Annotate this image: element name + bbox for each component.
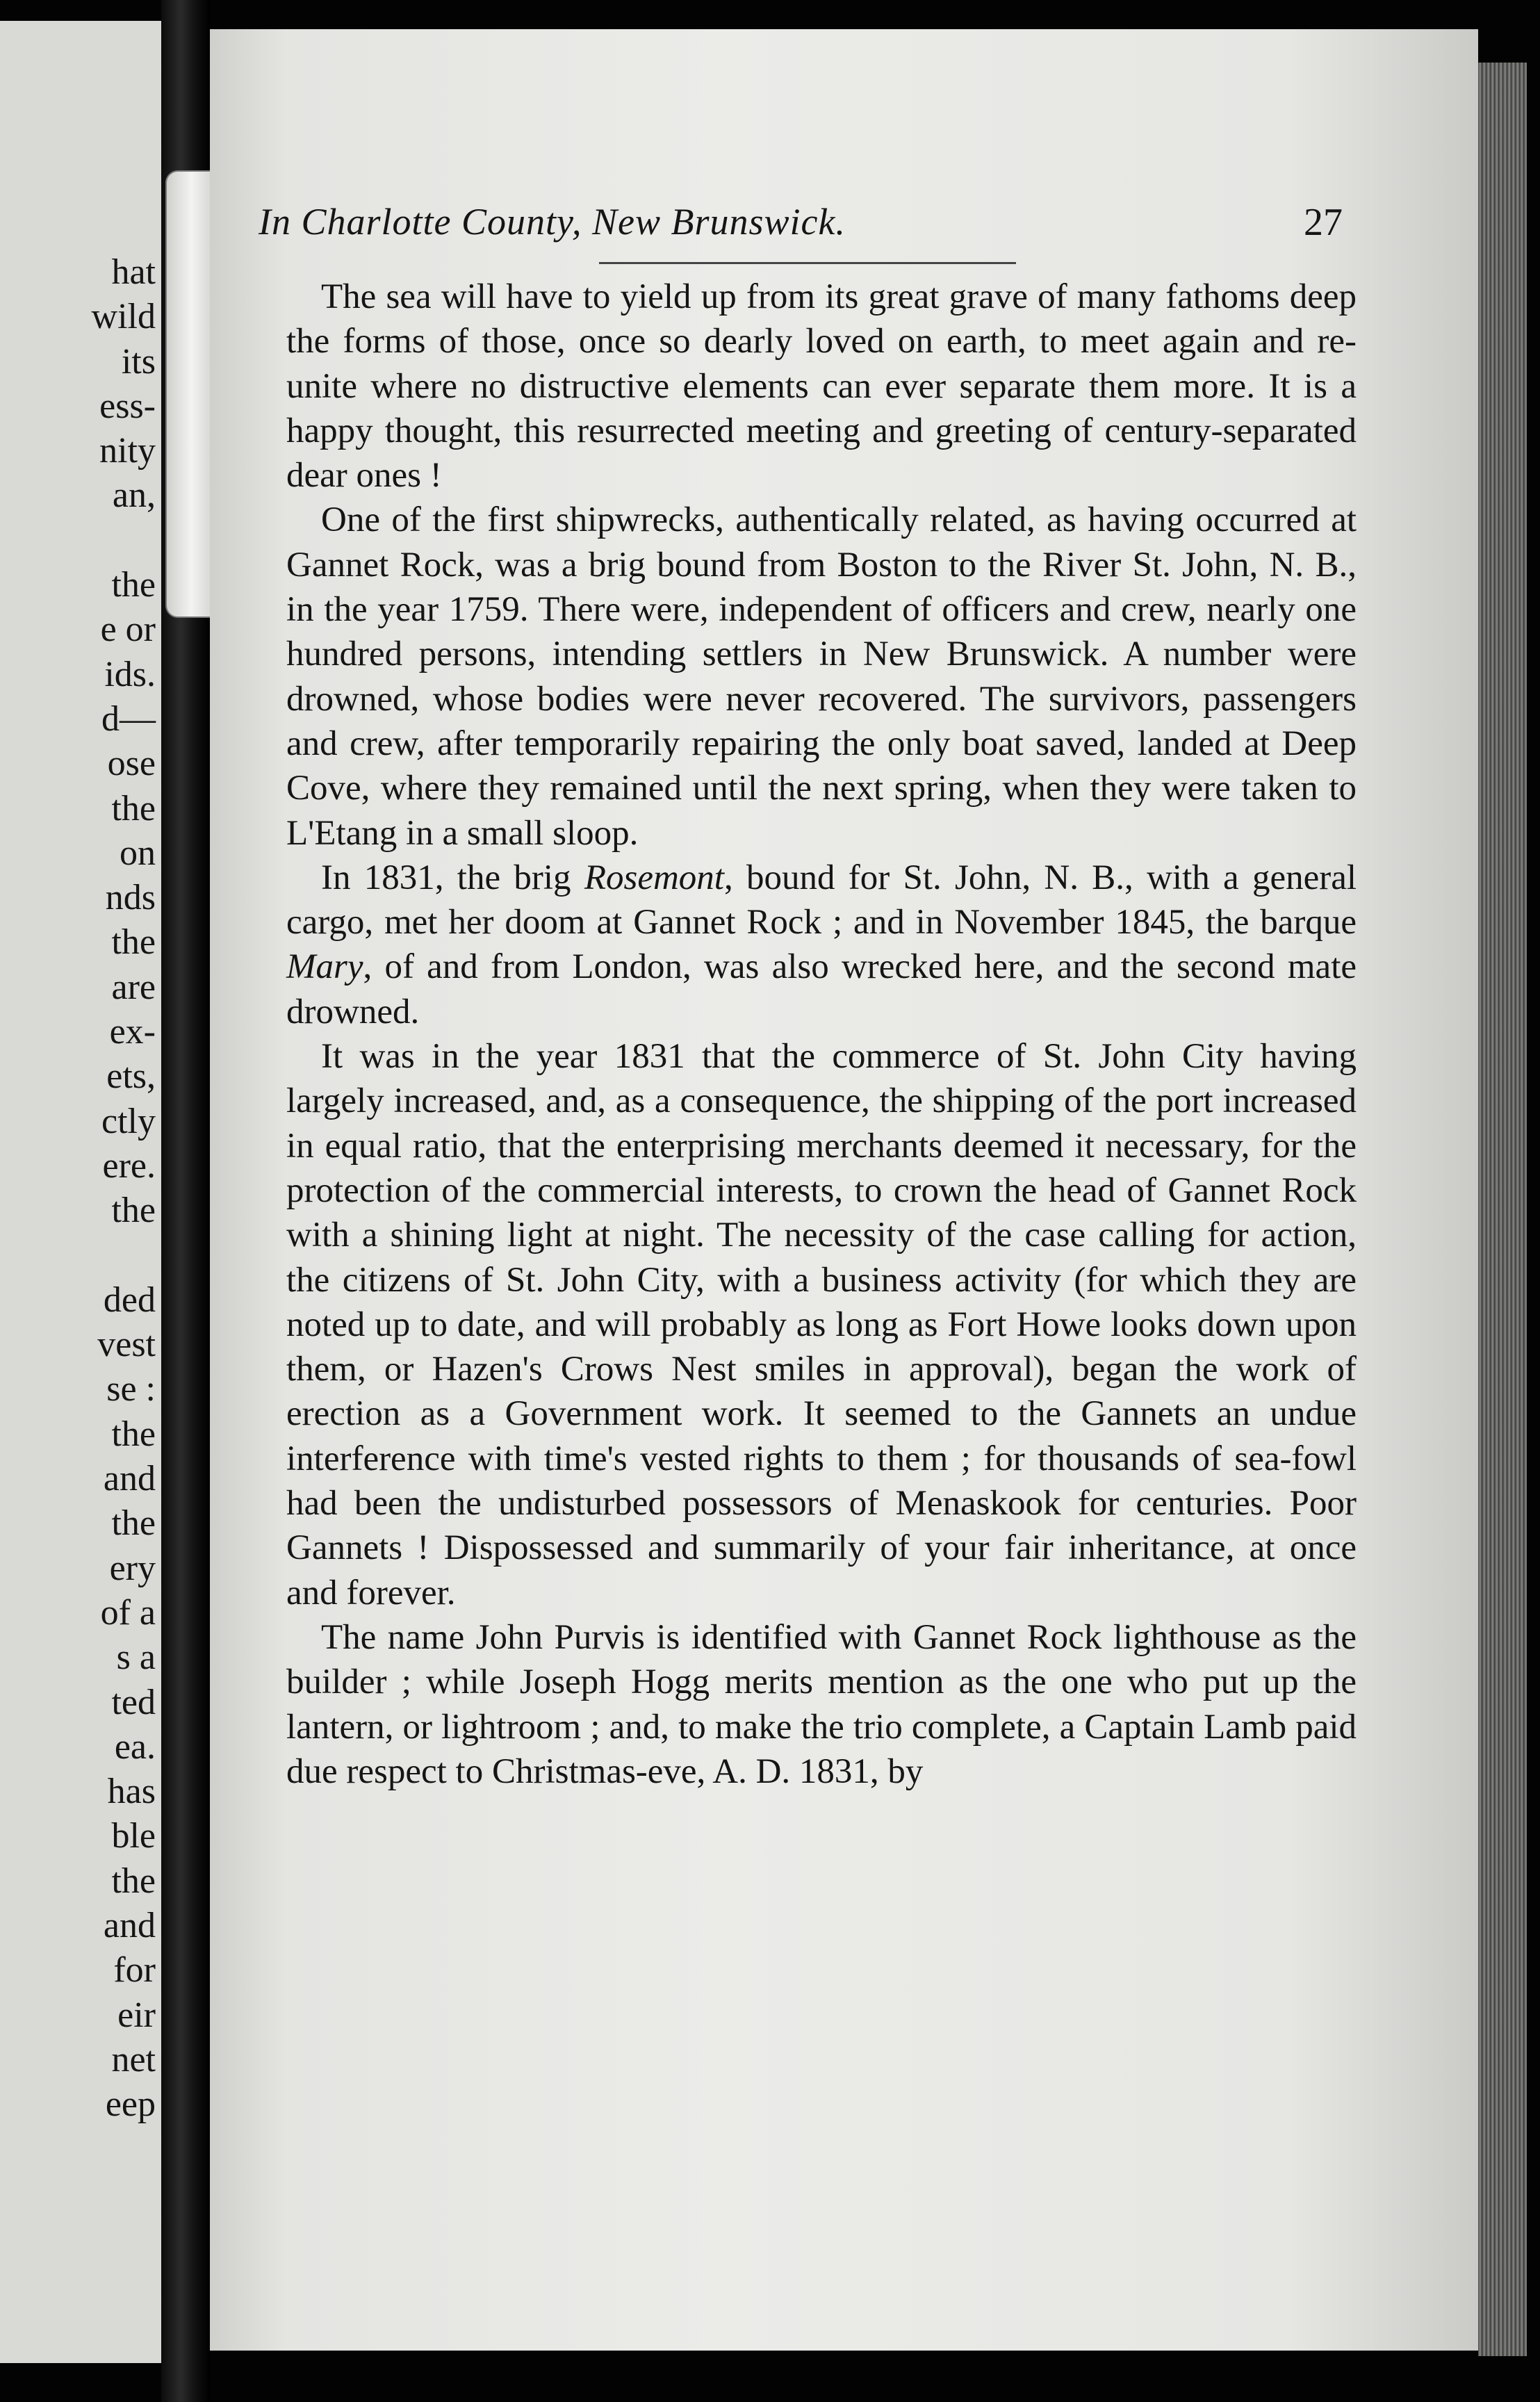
paragraph xyxy=(286,275,1357,498)
left-page-line: e or xyxy=(100,610,156,650)
left-page-line: ex- xyxy=(109,1012,156,1052)
left-page-line xyxy=(92,1234,156,1278)
left-page-line: an, xyxy=(112,475,156,516)
left-page-line: ess- xyxy=(99,386,156,426)
text-run: The name John Purvis is identified with Gannet Rock lighthouse as the builder ; while Joseph Hogg merits mention as the one who put up the lantern, or lightroom ; and, to make the trio complete, a Captain Lamb paid due respect to Christmas-eve, A. D. 1831, by xyxy=(286,1617,1357,1791)
left-page-line: the xyxy=(111,788,156,828)
left-page-line: wild xyxy=(91,297,156,337)
left-page-line: eep xyxy=(105,2084,156,2125)
left-page-line: the xyxy=(111,1414,156,1454)
left-page-line: hat xyxy=(111,252,156,292)
page-number: 27 xyxy=(1304,201,1343,244)
italic-ship-name: Mary xyxy=(286,947,363,987)
left-page-line: are xyxy=(111,967,156,1007)
left-page-line: ea. xyxy=(114,1726,156,1767)
left-page-line: nds xyxy=(105,878,156,918)
left-page-line: the xyxy=(111,1861,156,1901)
left-page-line: its xyxy=(121,341,156,382)
left-page-line: of a xyxy=(100,1592,156,1633)
left-page-line: and xyxy=(103,1905,156,1945)
running-title: In Charlotte County, New Brunswick. xyxy=(259,201,846,243)
left-page-line: has xyxy=(107,1772,156,1812)
left-page-line: nity xyxy=(99,431,156,471)
left-page-line: ere. xyxy=(102,1145,156,1186)
left-page-line: eir xyxy=(117,1995,156,2035)
text-run: , bound for St. John, N. B., with a general cargo, met her doom at Gannet Rock ; and in November 1845, the barque xyxy=(286,858,1357,942)
left-page-line: the xyxy=(111,1503,156,1544)
paragraph xyxy=(286,1615,1357,1794)
left-page-line: the xyxy=(111,922,156,963)
text-run: The sea will have to yield up from its great grave of many fathoms deep the forms of those, once so dearly loved on earth, to meet again and re-unite where no distructive elements can ever separate them more. It is a happy thought, this resurrected meeting and greeting of century-separated dear ones ! xyxy=(286,277,1357,496)
body-text xyxy=(286,275,1357,1794)
left-page-line: ble xyxy=(111,1816,156,1856)
left-page-line: ose xyxy=(107,744,156,784)
left-page-line: the xyxy=(111,1191,156,1231)
left-page-line: ded xyxy=(103,1280,156,1320)
left-page-line: d— xyxy=(101,698,156,739)
text-run: One of the first shipwrecks, authentically related, as having occurred at Gannet Rock, was a brig bound from Boston to the River St. John, N. B., in the year 1759. There were, independent of officers and crew, nearly one hundred persons, intending settlers in New Brunswick. A number were drowned, whose bodies were never recovered. The survivors, passengers and crew, after temporarily repairing the only boat saved, landed at Deep Cove, where they remained until the next spring, when they were taken to L'Etang in a small sloop. xyxy=(286,500,1357,853)
left-page-line: ctly xyxy=(101,1101,156,1141)
left-page-line: ted xyxy=(111,1682,156,1722)
running-head xyxy=(259,200,1343,250)
left-page-line: ids. xyxy=(104,654,156,694)
left-page-line: se : xyxy=(106,1369,156,1410)
page-edges xyxy=(1478,63,1527,2356)
left-facing-page xyxy=(0,21,163,2363)
text-run: In 1831, the brig xyxy=(321,858,584,897)
left-page-line: and xyxy=(103,1459,156,1499)
italic-ship-name: Rosemont xyxy=(584,858,724,897)
left-page-line xyxy=(92,518,156,563)
left-page-line: ery xyxy=(109,1548,156,1588)
left-page-line: net xyxy=(111,2039,156,2080)
left-page-line: the xyxy=(111,565,156,605)
left-page-line: ets, xyxy=(106,1056,156,1097)
left-page-text-fragment xyxy=(92,250,156,2127)
paragraph xyxy=(286,1034,1357,1615)
text-run: It was in the year 1831 that the commerce of St. John City having largely increased, and, as a consequence, the shipping of the port increased in equal ratio, that the enterprising merchants deemed it necessary, for the protection of the commercial interests, to crown the head of Gannet Rock with a shining light at night. The necessity of the case calling for action, the citizens of St. John City, with a business activity (for which they are noted up to date, and will probably as long as Fort Howe looks down upon them, or Hazen's Crows Nest smiles in approval), began the work of erection as a Government work. It seemed to the Gannets an undue interference with time's vested rights to them ; for thousands of sea-fowl had been the undisturbed possessors of Menaskook for centuries. Poor Gannets ! Dispossessed and summarily of your fair inheritance, at once and forever. xyxy=(286,1037,1357,1612)
header-rule xyxy=(599,262,1016,264)
left-page-line: vest xyxy=(97,1325,156,1365)
left-page-line: for xyxy=(113,1950,156,1991)
left-page-line: on xyxy=(120,833,156,873)
text-run: , of and from London, was also wrecked here, and the second mate drowned. xyxy=(286,947,1357,1031)
paragraph xyxy=(286,498,1357,855)
paragraph xyxy=(286,856,1357,1034)
left-page-line: s a xyxy=(116,1637,156,1678)
